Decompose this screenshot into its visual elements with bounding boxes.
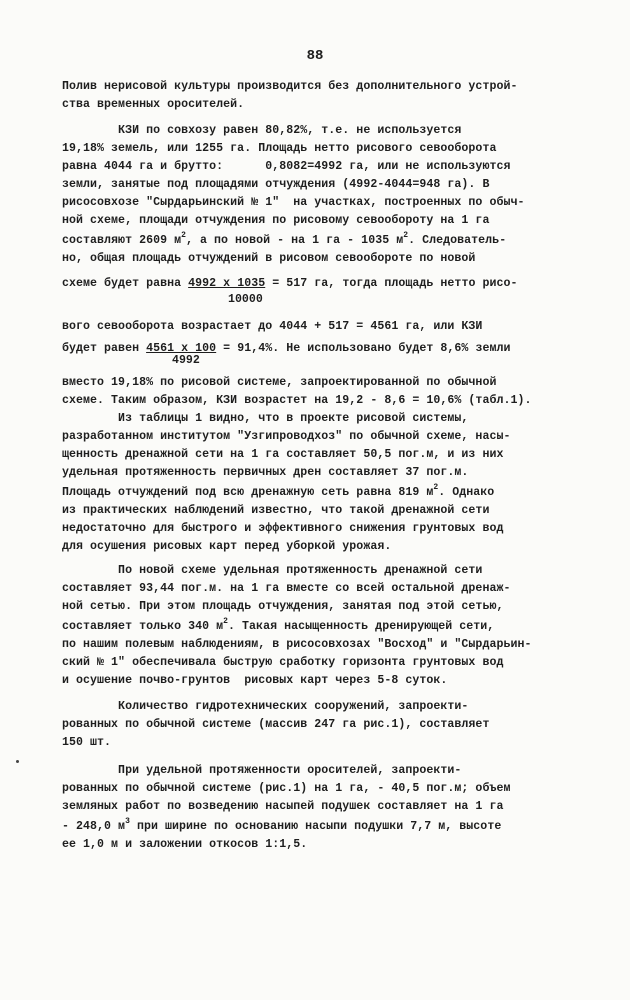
ink-speck	[16, 760, 19, 763]
text-span: Площадь отчуждений под всю дренажную сеть равна 819 м	[62, 486, 434, 499]
text-line: ее 1,0 м и заложении откосов 1:1,5.	[62, 838, 308, 851]
text-line: и осушение почво-грунтов рисовых карт через 5-8 суток.	[62, 674, 448, 687]
text-line	[62, 618, 494, 636]
text-line: составляет 93,44 пог.м. на 1 га вместе со всей остальной дренаж-	[62, 582, 511, 595]
text-line: по нашим полевым наблюдениям, в рисосовхозах "Восход" и "Сырдарьин-	[62, 638, 532, 651]
text-line: При удельной протяженности оросителей, запроекти-	[62, 764, 462, 777]
text-span: . Однако	[438, 486, 495, 499]
text-line: земляных работ по возведению насыпей подушек составляет на 1 га	[62, 800, 504, 813]
text-line	[62, 232, 506, 250]
text-span: = 91,4%. Не использовано будет 8,6% земли	[216, 342, 511, 355]
text-line: вместо 19,18% по рисовой системе, запроектированной по обычной	[62, 376, 497, 389]
page-number: 88	[306, 48, 324, 64]
text-span: , а по новой - на 1 га - 1035 м	[186, 234, 404, 247]
text-line	[62, 340, 510, 358]
fraction-denominator: 4992	[172, 354, 200, 367]
text-line: из практических наблюдений известно, что такой дренажной сети	[62, 504, 490, 517]
text-line: удельная протяженность первичных дрен составляет 37 пог.м.	[62, 466, 469, 479]
text-line: ной сетью. При этом площадь отчуждения, занятая под этой сетью,	[62, 600, 504, 613]
superscript: 2	[223, 617, 229, 626]
text-line: рованных по обычной системе (массив 247 га рис.1), составляет	[62, 718, 490, 731]
text-span: . Следователь-	[408, 234, 507, 247]
text-line	[62, 818, 501, 836]
text-line: Из таблицы 1 видно, что в проекте рисовой системы,	[62, 412, 469, 425]
fraction-numerator: 4992 х 1035	[188, 277, 266, 290]
text-line	[62, 484, 494, 502]
fraction-numerator: 4561 х 100	[146, 342, 217, 355]
text-line: вого севооборота возрастает до 4044 + 517 = 4561 га, или КЗИ	[62, 320, 483, 333]
text-span: составляют 2609 м	[62, 234, 182, 247]
text-line: рованных по обычной системе (рис.1) на 1 га, - 40,5 пог.м; объем	[62, 782, 511, 795]
text-line: 150 шт.	[62, 736, 112, 749]
text-line: Полив нерисовой культуры производится без дополнительного устрой-	[62, 80, 518, 93]
superscript: 3	[125, 817, 130, 826]
superscript: 2	[433, 483, 439, 492]
text-line: земли, занятые под площадями отчуждения (4992-4044=948 га). В	[62, 178, 490, 191]
text-line: щенность дренажной сети на 1 га составляет 50,5 пог.м, и из них	[62, 448, 504, 461]
text-line	[62, 275, 518, 293]
text-line: Количество гидротехнических сооружений, запроекти-	[62, 700, 469, 713]
text-line: По новой схеме удельная протяженность дренажной сети	[62, 564, 483, 577]
text-line: но, общая площадь отчуждений в рисовом севообороте по новой	[62, 252, 476, 265]
superscript: 2	[403, 231, 409, 240]
text-line: для осушения рисовых карт перед уборкой урожая.	[62, 540, 392, 553]
text-line: схеме. Таким образом, КЗИ возрастет на 19,2 - 8,6 = 10,6% (табл.1).	[62, 394, 532, 407]
superscript: 2	[181, 231, 186, 240]
text-line: ский № 1" обеспечивала быструю сработку горизонта грунтовых вод	[62, 656, 504, 669]
text-line: разработанном институтом "Узгипроводхоз" по обычной схеме, насы-	[62, 430, 511, 443]
text-line: 19,18% земель, или 1255 га. Площадь нетто рисового севооборота	[62, 142, 497, 155]
text-line: недостаточно для быстрого и эффективного снижения грунтовых вод	[62, 522, 504, 535]
text-span: = 517 га, тогда площадь нетто рисо-	[265, 277, 518, 290]
text-line: КЗИ по совхозу равен 80,82%, т.е. не используется	[62, 124, 462, 137]
text-line: ной схеме, площади отчуждения по рисовому севообороту на 1 га	[62, 214, 490, 227]
text-span: . Такая насыщенность дренирующей сети,	[228, 620, 495, 633]
text-line: рисосовхозе "Сырдарьинский № 1" на участках, построенных по обыч-	[62, 196, 525, 209]
text-line: ства временных оросителей.	[62, 98, 245, 111]
text-span: схеме будет равна	[62, 277, 189, 290]
text-span: составляет только 340 м	[62, 620, 224, 633]
text-span: при ширине по основанию насыпи подушки 7,7 м, высоте	[129, 820, 502, 833]
fraction-denominator: 10000	[228, 293, 263, 306]
text-line: равна 4044 га и брутто: 0,8082=4992 га, или не используются	[62, 160, 511, 173]
text-span: - 248,0 м	[62, 820, 126, 833]
text-span: будет равен	[62, 342, 147, 355]
